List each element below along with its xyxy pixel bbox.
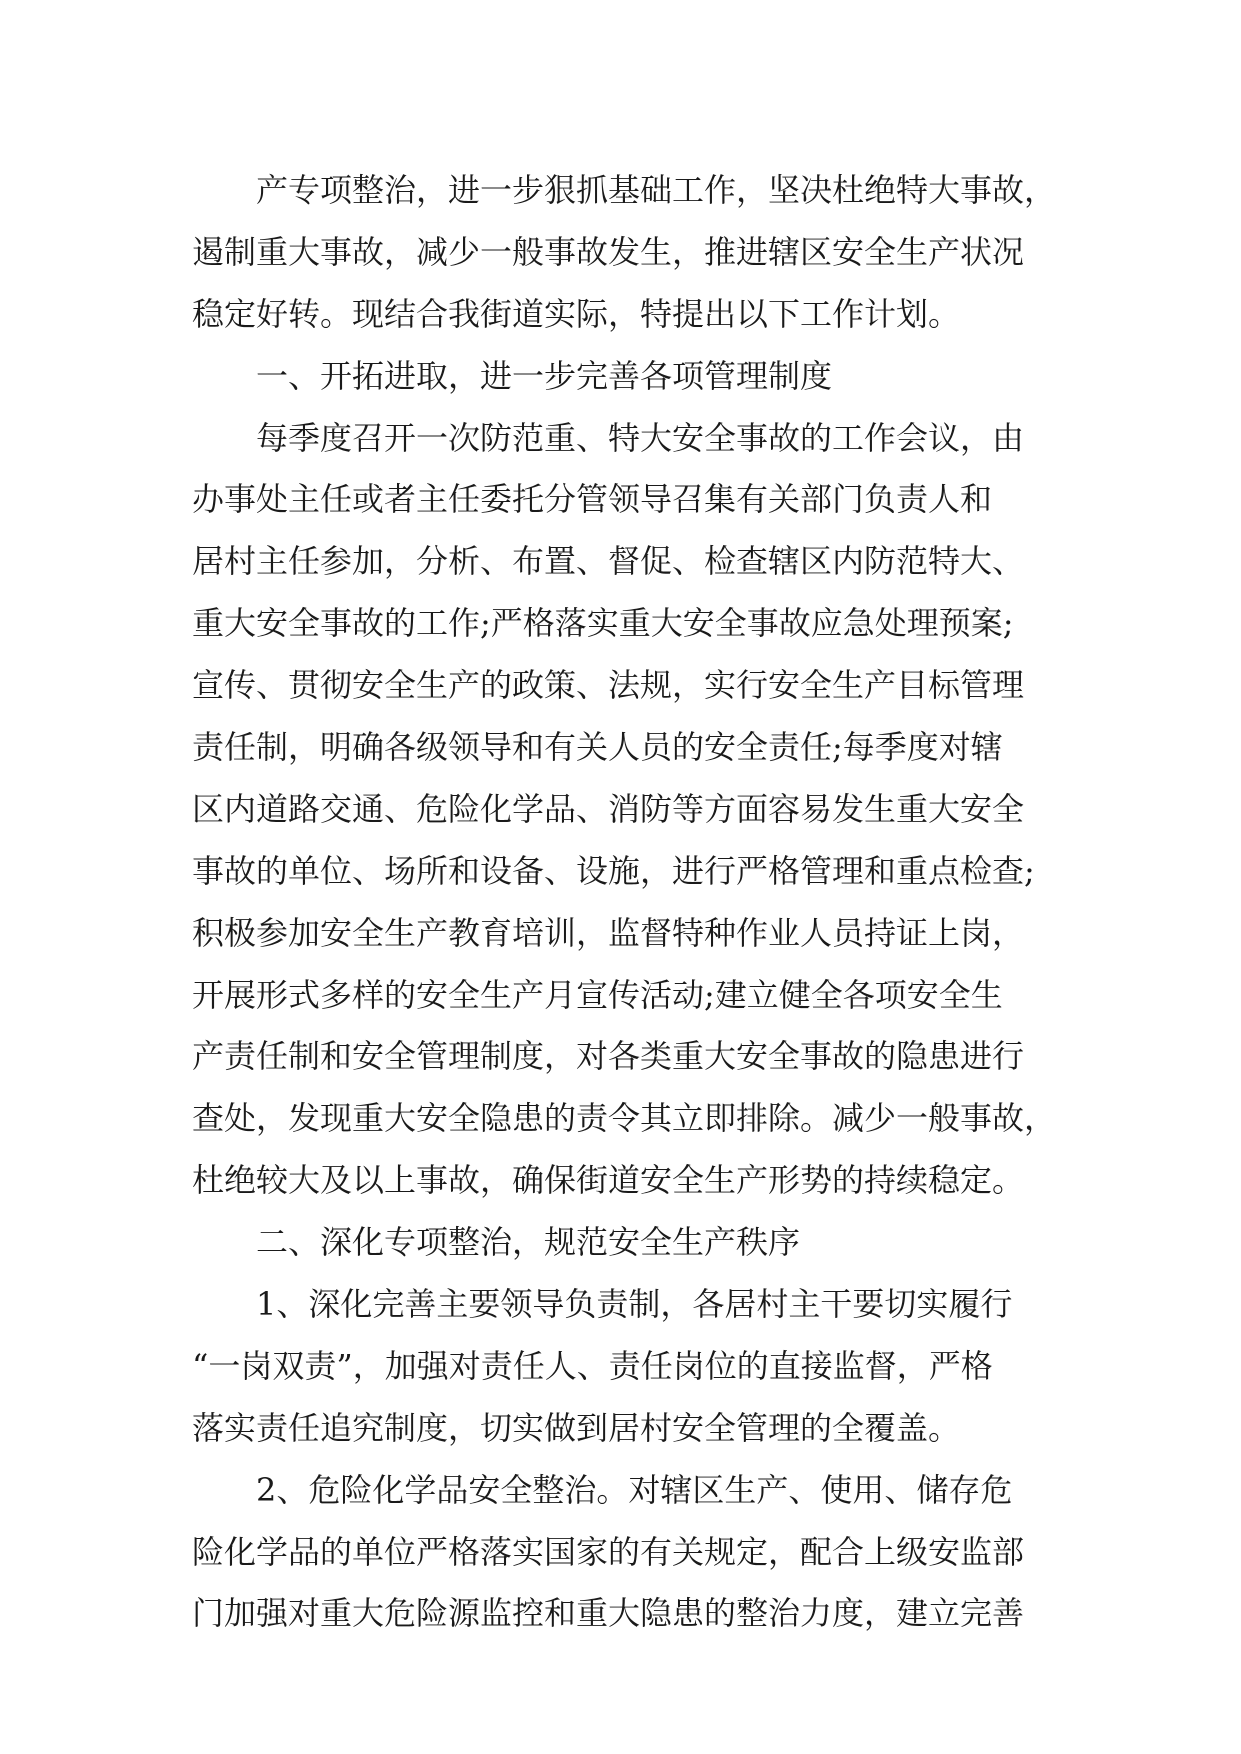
text-line: 居村主任参加，分析、布置、督促、检查辖区内防范特大、 <box>192 542 1025 581</box>
text-line: 杜绝较大及以上事故，确保街道安全生产形势的持续稳定。 <box>192 1161 1025 1200</box>
document-body <box>192 160 1056 1645</box>
text-line: 产专项整治，进一步狠抓基础工作，坚决杜绝特大事故， <box>256 171 1056 209</box>
text-line: 1、深化完善主要领导负责制，各居村主干要切实履行 <box>256 1285 1013 1324</box>
text-line: 积极参加安全生产教育培训，监督特种作业人员持证上岗， <box>192 913 1025 952</box>
text-line: 区内道路交通、危险化学品、消防等方面容易发生重大安全 <box>192 789 1025 828</box>
text-line: 办事处主任或者主任委托分管领导召集有关部门负责人和 <box>192 480 993 519</box>
text-line: 落实责任追究制度，切实做到居村安全管理的全覆盖。 <box>192 1408 961 1447</box>
text-line: “一岗双责”，加强对责任人、责任岗位的直接监督，严格 <box>192 1346 993 1385</box>
text-line: 门加强对重大危险源监控和重大隐患的整治力度，建立完善 <box>192 1594 1025 1633</box>
text-line: 每季度召开一次防范重、特大安全事故的工作会议，由 <box>256 418 1025 457</box>
text-line: 2、危险化学品安全整治。对辖区生产、使用、储存危 <box>256 1470 1013 1509</box>
text-line: 查处，发现重大安全隐患的责令其立即排除。减少一般事故， <box>192 1099 1056 1138</box>
text-line: 产责任制和安全管理制度，对各类重大安全事故的隐患进行 <box>192 1037 1025 1076</box>
text-line: 责任制，明确各级领导和有关人员的安全责任;每季度对辖 <box>192 728 1003 767</box>
text-line: 遏制重大事故，减少一般事故发生，推进辖区安全生产状况 <box>192 232 1025 271</box>
text-line: 重大安全事故的工作;严格落实重大安全事故应急处理预案; <box>192 604 1014 643</box>
text-line: 一、开拓进取，进一步完善各项管理制度 <box>256 356 833 395</box>
text-line: 开展形式多样的安全生产月宣传活动;建立健全各项安全生 <box>192 975 1003 1014</box>
text-line: 事故的单位、场所和设备、设施，进行严格管理和重点检查; <box>192 851 1035 890</box>
text-line: 宣传、贯彻安全生产的政策、法规，实行安全生产目标管理 <box>192 666 1025 705</box>
text-line: 二、深化专项整治，规范安全生产秩序 <box>256 1223 801 1262</box>
text-line: 险化学品的单位严格落实国家的有关规定，配合上级安监部 <box>192 1532 1025 1571</box>
text-line: 稳定好转。现结合我街道实际，特提出以下工作计划。 <box>192 294 961 333</box>
